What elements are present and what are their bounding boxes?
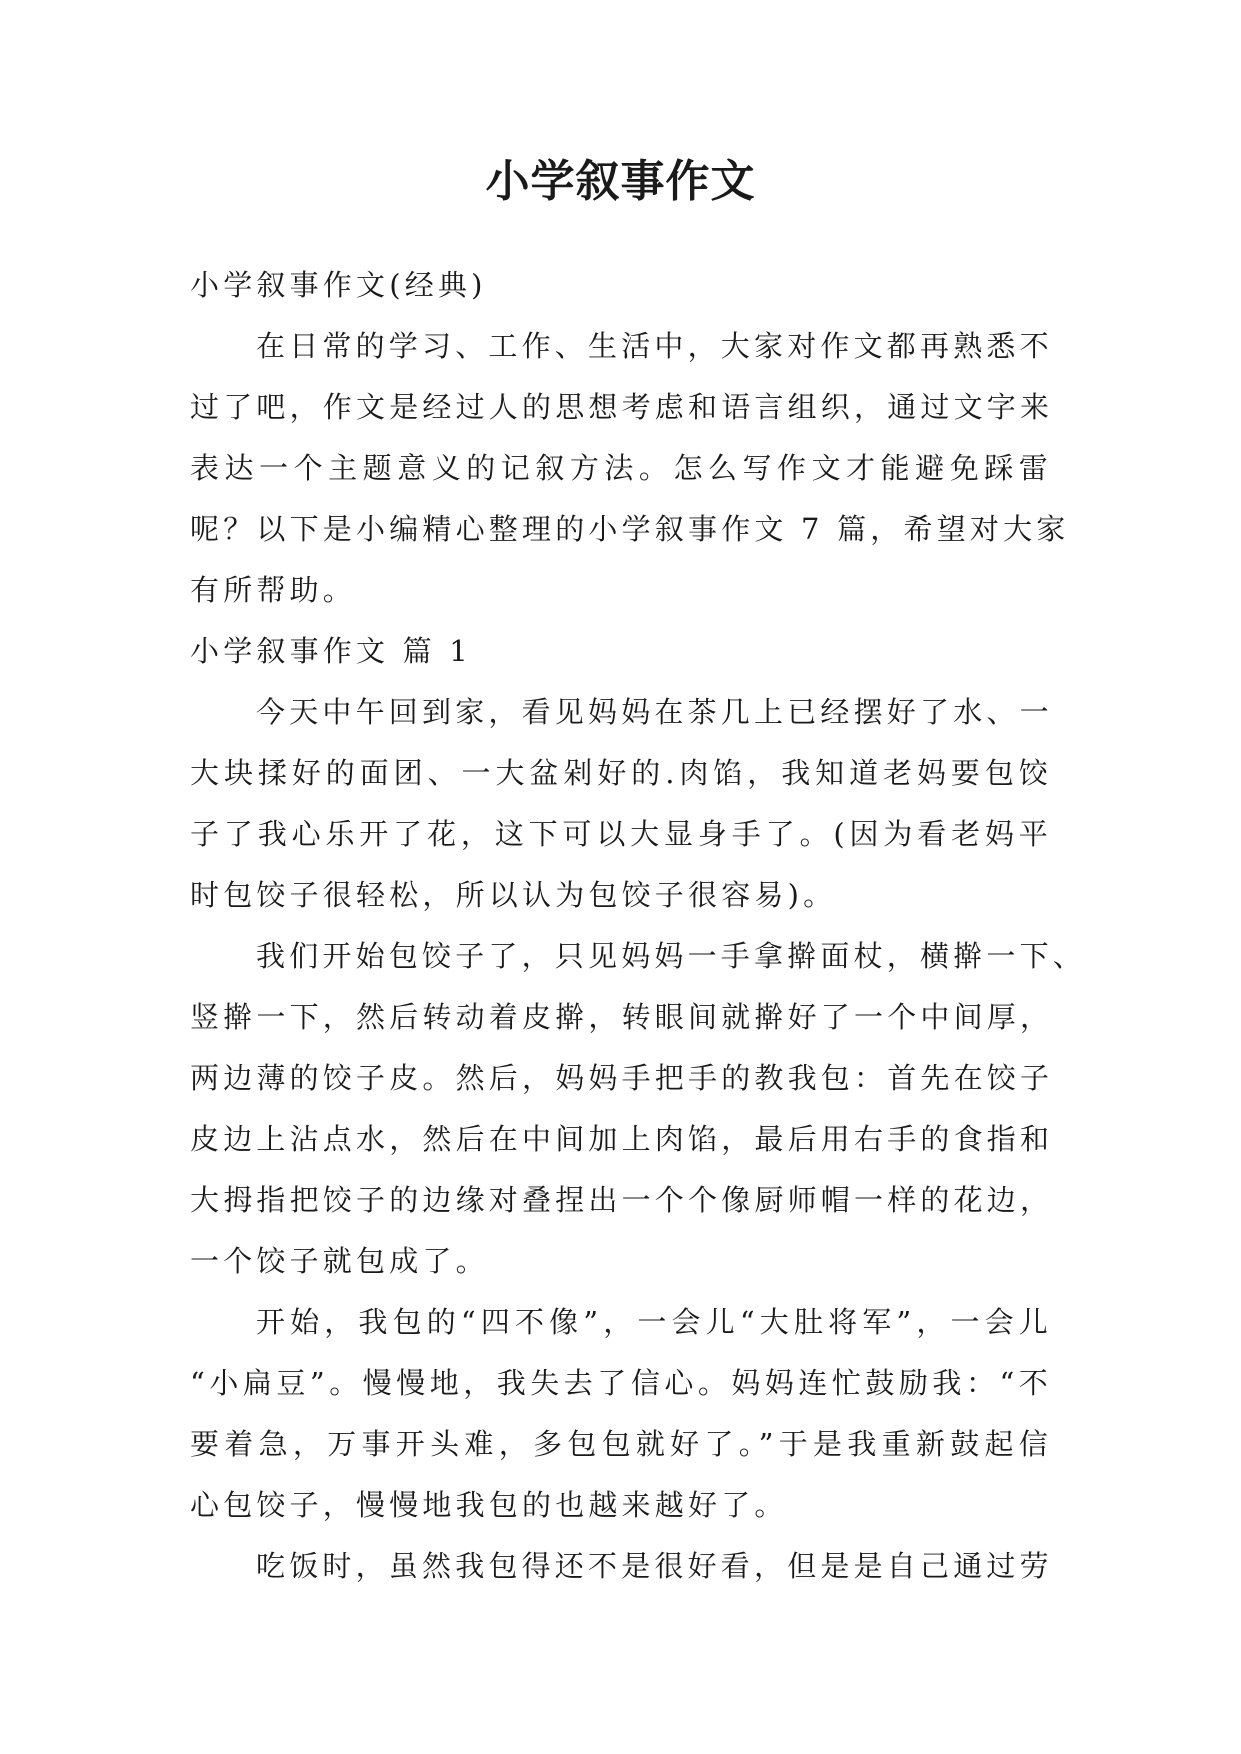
document-title: 小学叙事作文 bbox=[485, 156, 756, 207]
section-heading: 小学叙事作文 篇 1 bbox=[190, 634, 472, 668]
paragraph-1-line-2: 大块揉好的面团、一大盆剁好的.肉馅，我知道老妈要包饺 bbox=[190, 756, 1052, 790]
paragraph-2-line-5: 大拇指把饺子的边缘对叠捏出一个个像厨师帽一样的花边， bbox=[190, 1183, 1054, 1217]
intro-paragraph-line-1: 在日常的学习、工作、生活中，大家对作文都再熟悉不 bbox=[256, 329, 1053, 363]
document-body bbox=[190, 255, 1087, 1597]
paragraph-3-line-4: 心包饺子，慢慢地我包的也越来越好了。 bbox=[190, 1488, 788, 1522]
intro-paragraph-line-4: 呢？以下是小编精心整理的小学叙事作文 7 篇，希望对大家 bbox=[190, 512, 1070, 546]
paragraph-2-line-3: 两边薄的饺子皮。然后，妈妈手把手的教我包：首先在饺子 bbox=[190, 1061, 1054, 1095]
intro-paragraph-line-3: 表达一个主题意义的记叙方法。怎么写作文才能避免踩雷 bbox=[190, 451, 1052, 485]
paragraph-2-line-2: 竖擀一下，然后转动着皮擀，转眼间就擀好了一个中间厚， bbox=[190, 1000, 1054, 1034]
subtitle-line: 小学叙事作文(经典) bbox=[190, 268, 487, 302]
paragraph-1-line-3: 子了我心乐开了花，这下可以大显身手了。(因为看老妈平 bbox=[190, 817, 1052, 851]
paragraph-1-line-1: 今天中午回到家，看见妈妈在茶几上已经摆好了水、一 bbox=[256, 695, 1053, 729]
paragraph-2-line-4: 皮边上沾点水，然后在中间加上肉馅，最后用右手的食指和 bbox=[190, 1122, 1054, 1156]
paragraph-3-line-3: 要着急，万事开头难，多包包就好了。”于是我重新鼓起信 bbox=[190, 1427, 1052, 1461]
paragraph-1-line-4: 时包饺子很轻松，所以认为包饺子很容易)。 bbox=[190, 878, 837, 912]
paragraph-3-line-1: 开始，我包的“四不像”，一会儿“大肚将军”，一会儿 bbox=[256, 1305, 1052, 1339]
paragraph-2-line-6: 一个饺子就包成了。 bbox=[190, 1244, 489, 1278]
paragraph-2-line-1: 我们开始包饺子了，只见妈妈一手拿擀面杖，横擀一下、 bbox=[256, 939, 1087, 973]
intro-paragraph-line-2: 过了吧，作文是经过人的思想考虑和语言组织，通过文字来 bbox=[190, 390, 1054, 424]
intro-paragraph-line-5: 有所帮助。 bbox=[190, 573, 357, 607]
paragraph-3-line-2: “小扁豆”。慢慢地，我失去了信心。妈妈连忙鼓励我：“不 bbox=[190, 1366, 1052, 1400]
paragraph-4-line-1: 吃饭时，虽然我包得还不是很好看，但是是自己通过劳 bbox=[256, 1549, 1053, 1583]
